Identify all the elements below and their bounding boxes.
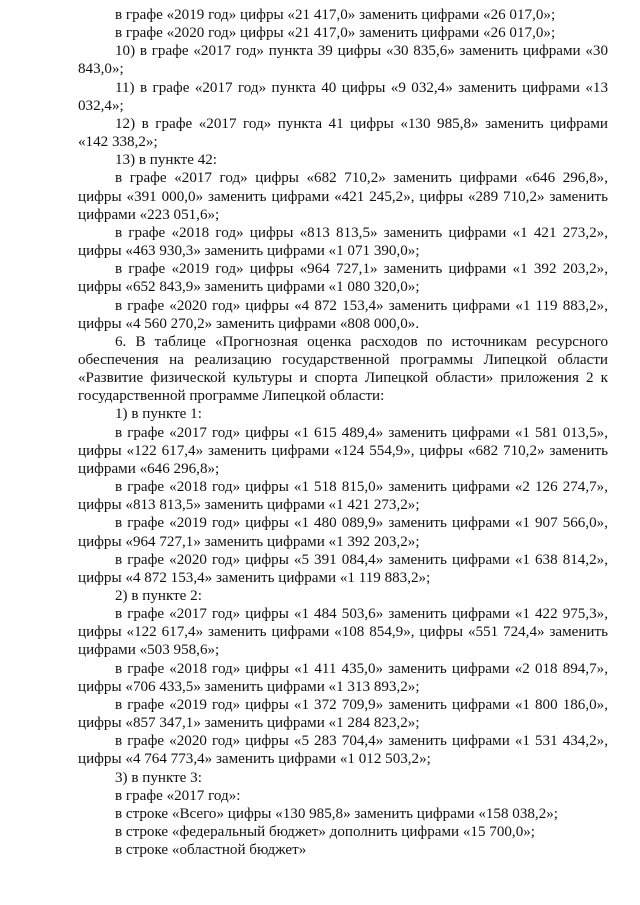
paragraph: в графе «2018 год» цифры «1 518 815,0» заменить цифрами «2 126 274,7», цифры «813 813,5» заменить цифрами «1 421 273,2»; [78,479,608,514]
paragraph: в графе «2017 год»: [115,787,241,804]
paragraph: в строке «областной бюджет» [115,842,307,859]
paragraph: в графе «2019 год» цифры «964 727,1» заменить цифрами «1 392 203,2», цифры «652 843,9» заменить цифрами «1 080 320,0»; [78,261,608,296]
paragraph: 2) в пункте 2: [115,588,202,604]
paragraph: в графе «2018 год» цифры «1 411 435,0» заменить цифрами «2 018 894,7», цифры «706 433,5» заменить цифрами «1 313 893,2»; [78,660,608,695]
paragraph: в графе «2020 год» цифры «5 283 704,4» заменить цифрами «1 531 434,2», цифры «4 764 773,4» заменить цифрами «1 012 503,2»; [78,733,608,768]
paragraph: 13) в пункте 42: [115,152,217,169]
paragraph: в графе «2017 год» цифры «1 484 503,6» заменить цифрами «1 422 975,3», цифры «122 617,4» заменить цифрами «108 854,9», цифры «551 724,4» заменить цифрами «503 958,6»; [78,606,608,659]
document-page [78,6,608,859]
paragraph: в графе «2017 год» цифры «1 615 489,4» заменить цифрами «1 581 013,5», цифры «122 617,4» заменить цифрами «124 554,9», цифры «682 710,2» заменить цифрами «646 296,8»; [78,424,608,477]
paragraph: 3) в пункте 3: [115,769,202,786]
paragraph: в графе «2019 год» цифры «1 372 709,9» заменить цифрами «1 800 186,0», цифры «857 347,1» заменить цифрами «1 284 823,2»; [78,696,608,732]
paragraph: 10) в графе «2017 год» пункта 39 цифры «30 835,6» заменить цифрами «30 843,0»; [78,43,608,78]
paragraph: в строке «федеральный бюджет» дополнить цифрами «15 700,0»; [115,824,535,841]
paragraph: в строке «Всего» цифры «130 985,8» заменить цифрами «158 038,2»; [115,805,558,822]
paragraph: в графе «2020 год» цифры «4 872 153,4» заменить цифрами «1 119 883,2», цифры «4 560 270,2» заменить цифрами «808 000,0». [78,297,608,332]
paragraph: 12) в графе «2017 год» пункта 41 цифры «130 985,8» заменить цифрами «142 338,2»; [78,115,608,151]
paragraph: 1) в пункте 1: [115,406,202,423]
paragraph: в графе «2020 год» цифры «5 391 084,4» заменить цифрами «1 638 814,2», цифры «4 872 153,4» заменить цифрами «1 119 883,2»; [78,551,608,586]
paragraph: 11) в графе «2017 год» пункта 40 цифры «9 032,4» заменить цифрами «13 032,4»; [78,79,608,114]
paragraph: в графе «2018 год» цифры «813 813,5» заменить цифрами «1 421 273,2», цифры «463 930,3» заменить цифрами «1 071 390,0»; [78,224,608,260]
paragraph: в графе «2020 год» цифры «21 417,0» заменить цифрами «26 017,0»; [115,25,556,42]
paragraph: в графе «2019 год» цифры «1 480 089,9» заменить цифрами «1 907 566,0», цифры «964 727,1» заменить цифрами «1 392 203,2»; [78,515,608,550]
paragraph: в графе «2019 год» цифры «21 417,0» заменить цифрами «26 017,0»; [115,7,556,23]
section-heading-paragraph: 6. В таблице «Прогнозная оценка расходов по источникам ресурсного обеспечения на реализацию государственной программы Липецкой области «Развитие физической культуры и спорта Липецкой области» приложения 2 к государственной программе Липецкой области: [78,333,608,405]
paragraph: в графе «2017 год» цифры «682 710,2» заменить цифрами «646 296,8», цифры «391 000,0» заменить цифрами «421 245,2», цифры «289 710,2» заменить цифрами «223 051,6»; [78,170,608,223]
